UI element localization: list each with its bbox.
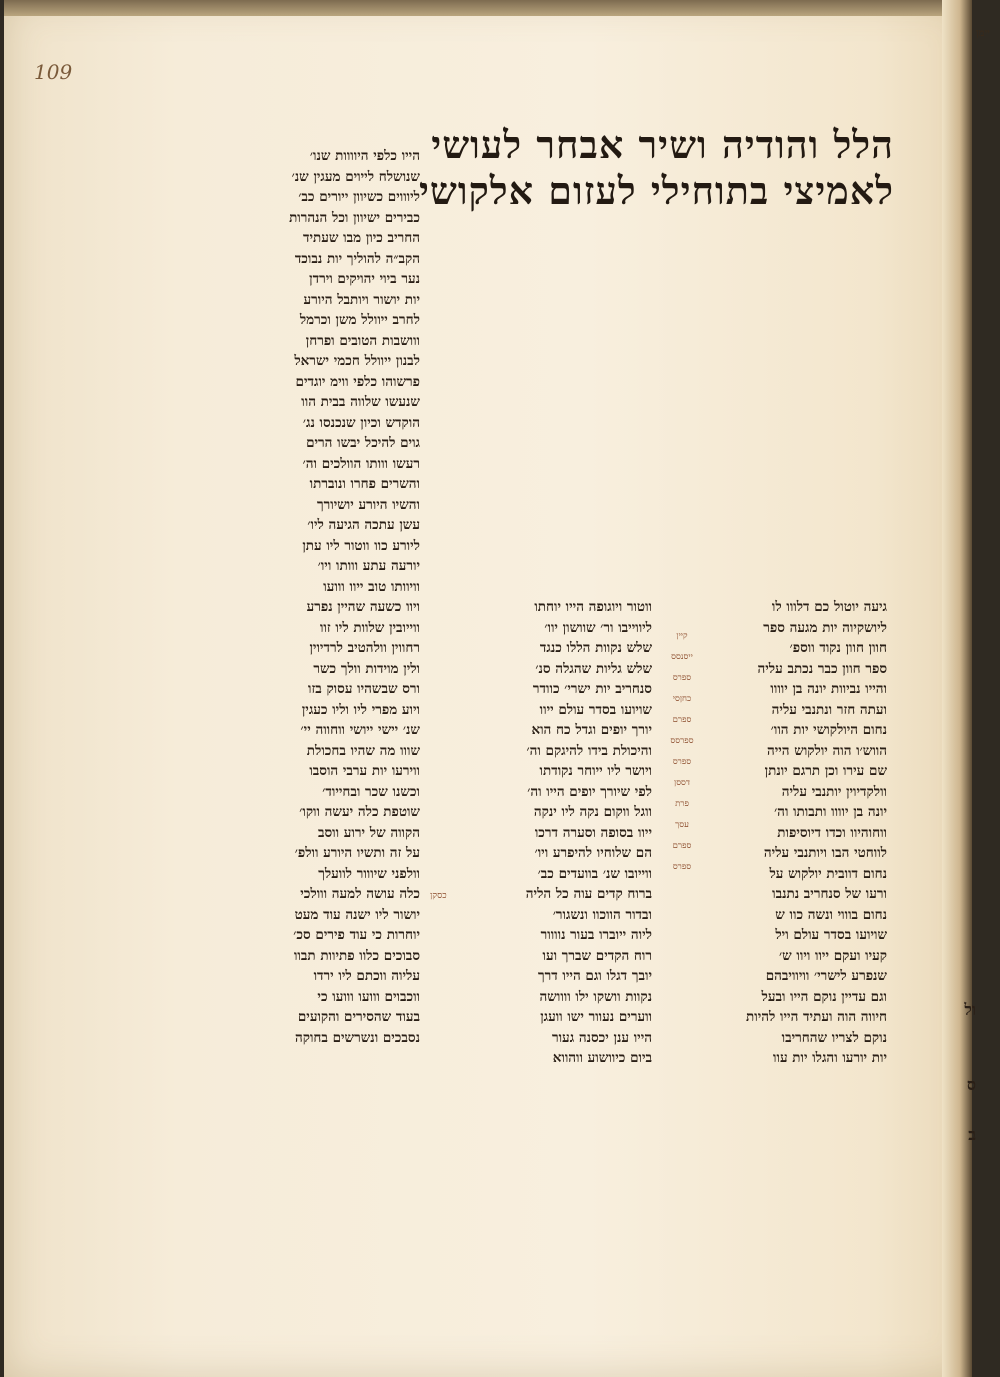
text-line: לבנון ייוולל חכמי ישראל [294, 353, 420, 369]
text-line: יוחרות כי עוד פירים סכ׳ [293, 927, 420, 943]
marginal-note: ספרס [672, 673, 692, 683]
manuscript-page [4, 0, 990, 1377]
text-line: ולין מוידות וולך כשר [313, 660, 420, 677]
text-line: ווירעו יות ערבי הוסבו [309, 763, 420, 779]
marginal-note: דססן [674, 778, 690, 788]
edge-script-1: ול [964, 1000, 976, 1019]
heading-block [418, 122, 894, 214]
edge-script-3: ב [968, 1125, 976, 1144]
text-line: הוקדש וכיון שנכנסו נג׳ [302, 414, 420, 431]
text-line: נער ביוי יהויקים וירדן [309, 271, 420, 287]
text-line: על זה ותשיו היורע וולפ׳ [294, 845, 420, 861]
text-line: רוח הקדים שברך ועו [542, 947, 652, 964]
text-line: ווגל ווקום נקה ליו ינקה [533, 804, 652, 820]
text-line: שנעשו שלווה בבית הוו [301, 394, 420, 410]
text-line: החריב כיון מבו שעתיד [303, 230, 420, 246]
marginal-note: ייסנסס [671, 652, 693, 662]
text-line: נחום היולקושי יות הוו׳ [770, 722, 887, 738]
text-line: ווייובין שלוות ליו זוו [319, 619, 420, 636]
text-line: עשן עתכה הגיעה ליו׳ [307, 517, 420, 533]
text-line: גיעה יוטול כם דלווו לו [771, 599, 887, 615]
marginal-note: כחןסי [672, 694, 692, 704]
text-line: והיכולת בידו להיגקם וה׳ [526, 742, 652, 759]
text-line: יושור ליו ישנה עוד מעט [294, 906, 420, 923]
text-line: ברוח קדים עוה כל הליה [525, 886, 652, 902]
text-line: יורך יופים וגדל כח הוא [531, 722, 652, 738]
text-line: הייו כלפי היוווות שנו׳ [309, 148, 420, 164]
text-line: והייו נביוות יונה בן יוווו [770, 681, 887, 697]
text-line: נקוות וושקו ילו וווושה [539, 988, 652, 1005]
text-line: יות יורעו והגלו יות עוו [773, 1050, 887, 1066]
text-line: הקב״ה להוליך יות נבוכד [294, 250, 420, 267]
text-line: יובך דגלו וגם הייו דרך [537, 968, 652, 984]
text-line: ייוו בסופה וסערה דרכו [534, 824, 652, 841]
text-line: והשיו היורע יושיורך [316, 496, 420, 513]
text-line: ליושקיוה יות מגעה ספר [763, 619, 887, 636]
text-line: וולפני שיווור לוועלך [318, 865, 420, 882]
text-line: שם עירו וכן תרגם יונתן [764, 763, 887, 779]
margin-note-middle: כסקן [430, 891, 447, 901]
text-line: ויוע מפרי ליו וליו כעגין [301, 701, 420, 718]
text-line: שוטפת כלה יעשה ווקו׳ [299, 804, 420, 820]
text-line: פרשוהו כלפי ווימ יוגדים [295, 373, 420, 390]
text-line: עליוה ווכתם ליו ירדו [313, 968, 420, 984]
text-line: חיווה הוה ועתיד הייו להיות [746, 1009, 887, 1025]
marginal-note: עסך [675, 820, 689, 830]
text-line: לווחטי הבו ויותנבי עליה [763, 845, 887, 861]
text-line: ווייובו שנ׳ בוועדים כב׳ [537, 865, 652, 882]
text-line: הם שלוחיו להיפרע ויו׳ [534, 845, 652, 861]
edge-catchword: יימן [976, 28, 990, 39]
heading-line-2: לאמיצי בתוחילי לעזום אלקושי [418, 168, 894, 213]
text-line: ווערים נעוור ישו וועגן [540, 1009, 652, 1025]
text-line: שויועו בסדר עולם ויל [775, 927, 887, 943]
marginal-note: ספרסס [670, 736, 694, 746]
marginal-notes [656, 626, 708, 878]
text-line: ליוווים כשיוון ייורים כב׳ [298, 189, 420, 205]
text-line: גוים להיכל יבשו הרים [306, 435, 420, 451]
text-line: נחום בוווי ונשה כוו ש [775, 906, 887, 923]
marginal-note: קיין [676, 631, 688, 641]
text-line: לחרב ייוולל משן וכרמל [299, 312, 420, 328]
text-line: שויועו בסדר עולם ייוו [539, 701, 652, 718]
text-line: יורעה עתע ווותו ויו׳ [317, 558, 420, 574]
marginal-note: ספרם [672, 841, 692, 851]
text-column-middle [472, 597, 652, 1069]
text-line: ווטור ויוגופה הייו יוחתו [534, 599, 652, 615]
text-line: סנחריב יות ישרי׳ כוודר [532, 681, 652, 697]
text-line: יות יושור ויותבל היורע [303, 291, 420, 308]
heading-line-1: הלל והודיה ושיר אבחר לעושי [431, 122, 894, 167]
text-line: ויושר ליו ייוחר נקודתו [539, 763, 652, 779]
text-line: שנושלח לייוים מעגין שנ׳ [291, 168, 420, 185]
text-line: ליורע כוו ווטור ליו עתן [302, 537, 420, 554]
text-line: שלש נקוות הללו כנגד [539, 640, 652, 656]
marginal-note: ספרם [672, 715, 692, 725]
folio-number: 109 [34, 60, 73, 84]
marginal-note: ספרס [672, 862, 692, 872]
text-line: הקווה של ירוע ווסב [318, 824, 420, 841]
text-line: נוקם לצריו שהחריבו [781, 1029, 887, 1046]
text-line: רחווין וולהטיב לרדיוין [309, 640, 420, 656]
text-line: חוון חוון נקוד ווספ׳ [789, 640, 887, 656]
text-line: כבירים ישיוון וכל הנהרות [289, 209, 420, 226]
text-column-right [707, 597, 887, 1069]
page-edge [942, 0, 972, 1377]
text-line: ווכבוים ווועו ווועו כי [317, 988, 420, 1005]
text-line: נסבכים ונשרשים בחוקה [294, 1029, 420, 1046]
text-line: ווושבות הטובים ופרחן [305, 332, 420, 349]
text-line: ביום כיוושוע ווהווא [552, 1050, 652, 1066]
text-line: יונה בן יוווו ותבותו וה׳ [774, 804, 887, 820]
edge-script-2: ס [966, 1075, 976, 1094]
text-line: הווש׳ו הוה יולקוש הייה [766, 742, 887, 759]
marginal-note: ספרס [672, 757, 692, 767]
text-line: שנפרע לישרי׳ וויוויבהם [765, 968, 887, 984]
text-line: שווו מה שהיו בחכולת [306, 742, 420, 759]
text-line: הייו ענן יכסנה געור [551, 1029, 652, 1046]
text-line: שנ׳ יישי ייושי ווחווה יי׳ [300, 722, 420, 738]
text-line: ועתה חזר ונתנבי עליה [771, 701, 887, 718]
text-line: והשרים פחרו ונוברתו [309, 476, 420, 492]
text-line: לפי שיורך יופים הייו וה׳ [527, 783, 652, 800]
text-line: סבוכים כלוו פתיוות תבוו [293, 947, 420, 964]
text-line: וויוותו טוב ייוו ווועו [323, 578, 420, 595]
text-column-left [234, 146, 420, 1048]
text-line: קעיו ועקם ייוו ויוו ש׳ [779, 947, 887, 964]
text-line: רעשו ווותו הוולכים וה׳ [302, 455, 420, 472]
text-line: ווחוהיוו וכדו דיוסיפות [777, 824, 887, 841]
text-line: כלה עושה למעה ווולכי [300, 886, 420, 902]
text-line: ובדור הווכוו ונשגור׳ [552, 906, 652, 923]
text-line: ויוו כשעה שהיין נפרע [306, 599, 420, 615]
text-line: שלש גליות שהגלה סנ׳ [535, 660, 652, 677]
text-line: ספר חוון כבר נכתב עליה [757, 660, 887, 677]
text-line: וולקדיוין יותנבי עליה [781, 783, 887, 800]
text-line: ליווייבו ור׳ שוושון יוו׳ [544, 619, 652, 636]
text-line: וכשנו שכר ובחייוד׳ [322, 783, 420, 800]
text-line: נחום דוובית יולקוש על [769, 865, 887, 882]
text-line: בעוד שהסירים והקועים [297, 1009, 420, 1025]
text-line: וגם עדיין נוקם הייו ובעל [761, 988, 887, 1005]
text-line: ליוה ייוברו בעור נוווור [540, 927, 652, 943]
marginal-note: פרת [675, 799, 689, 809]
text-line: ורעו של סנחריב נתנבו [772, 886, 887, 902]
text-line: ורס שבשהיו עסוק בזו [308, 681, 420, 697]
